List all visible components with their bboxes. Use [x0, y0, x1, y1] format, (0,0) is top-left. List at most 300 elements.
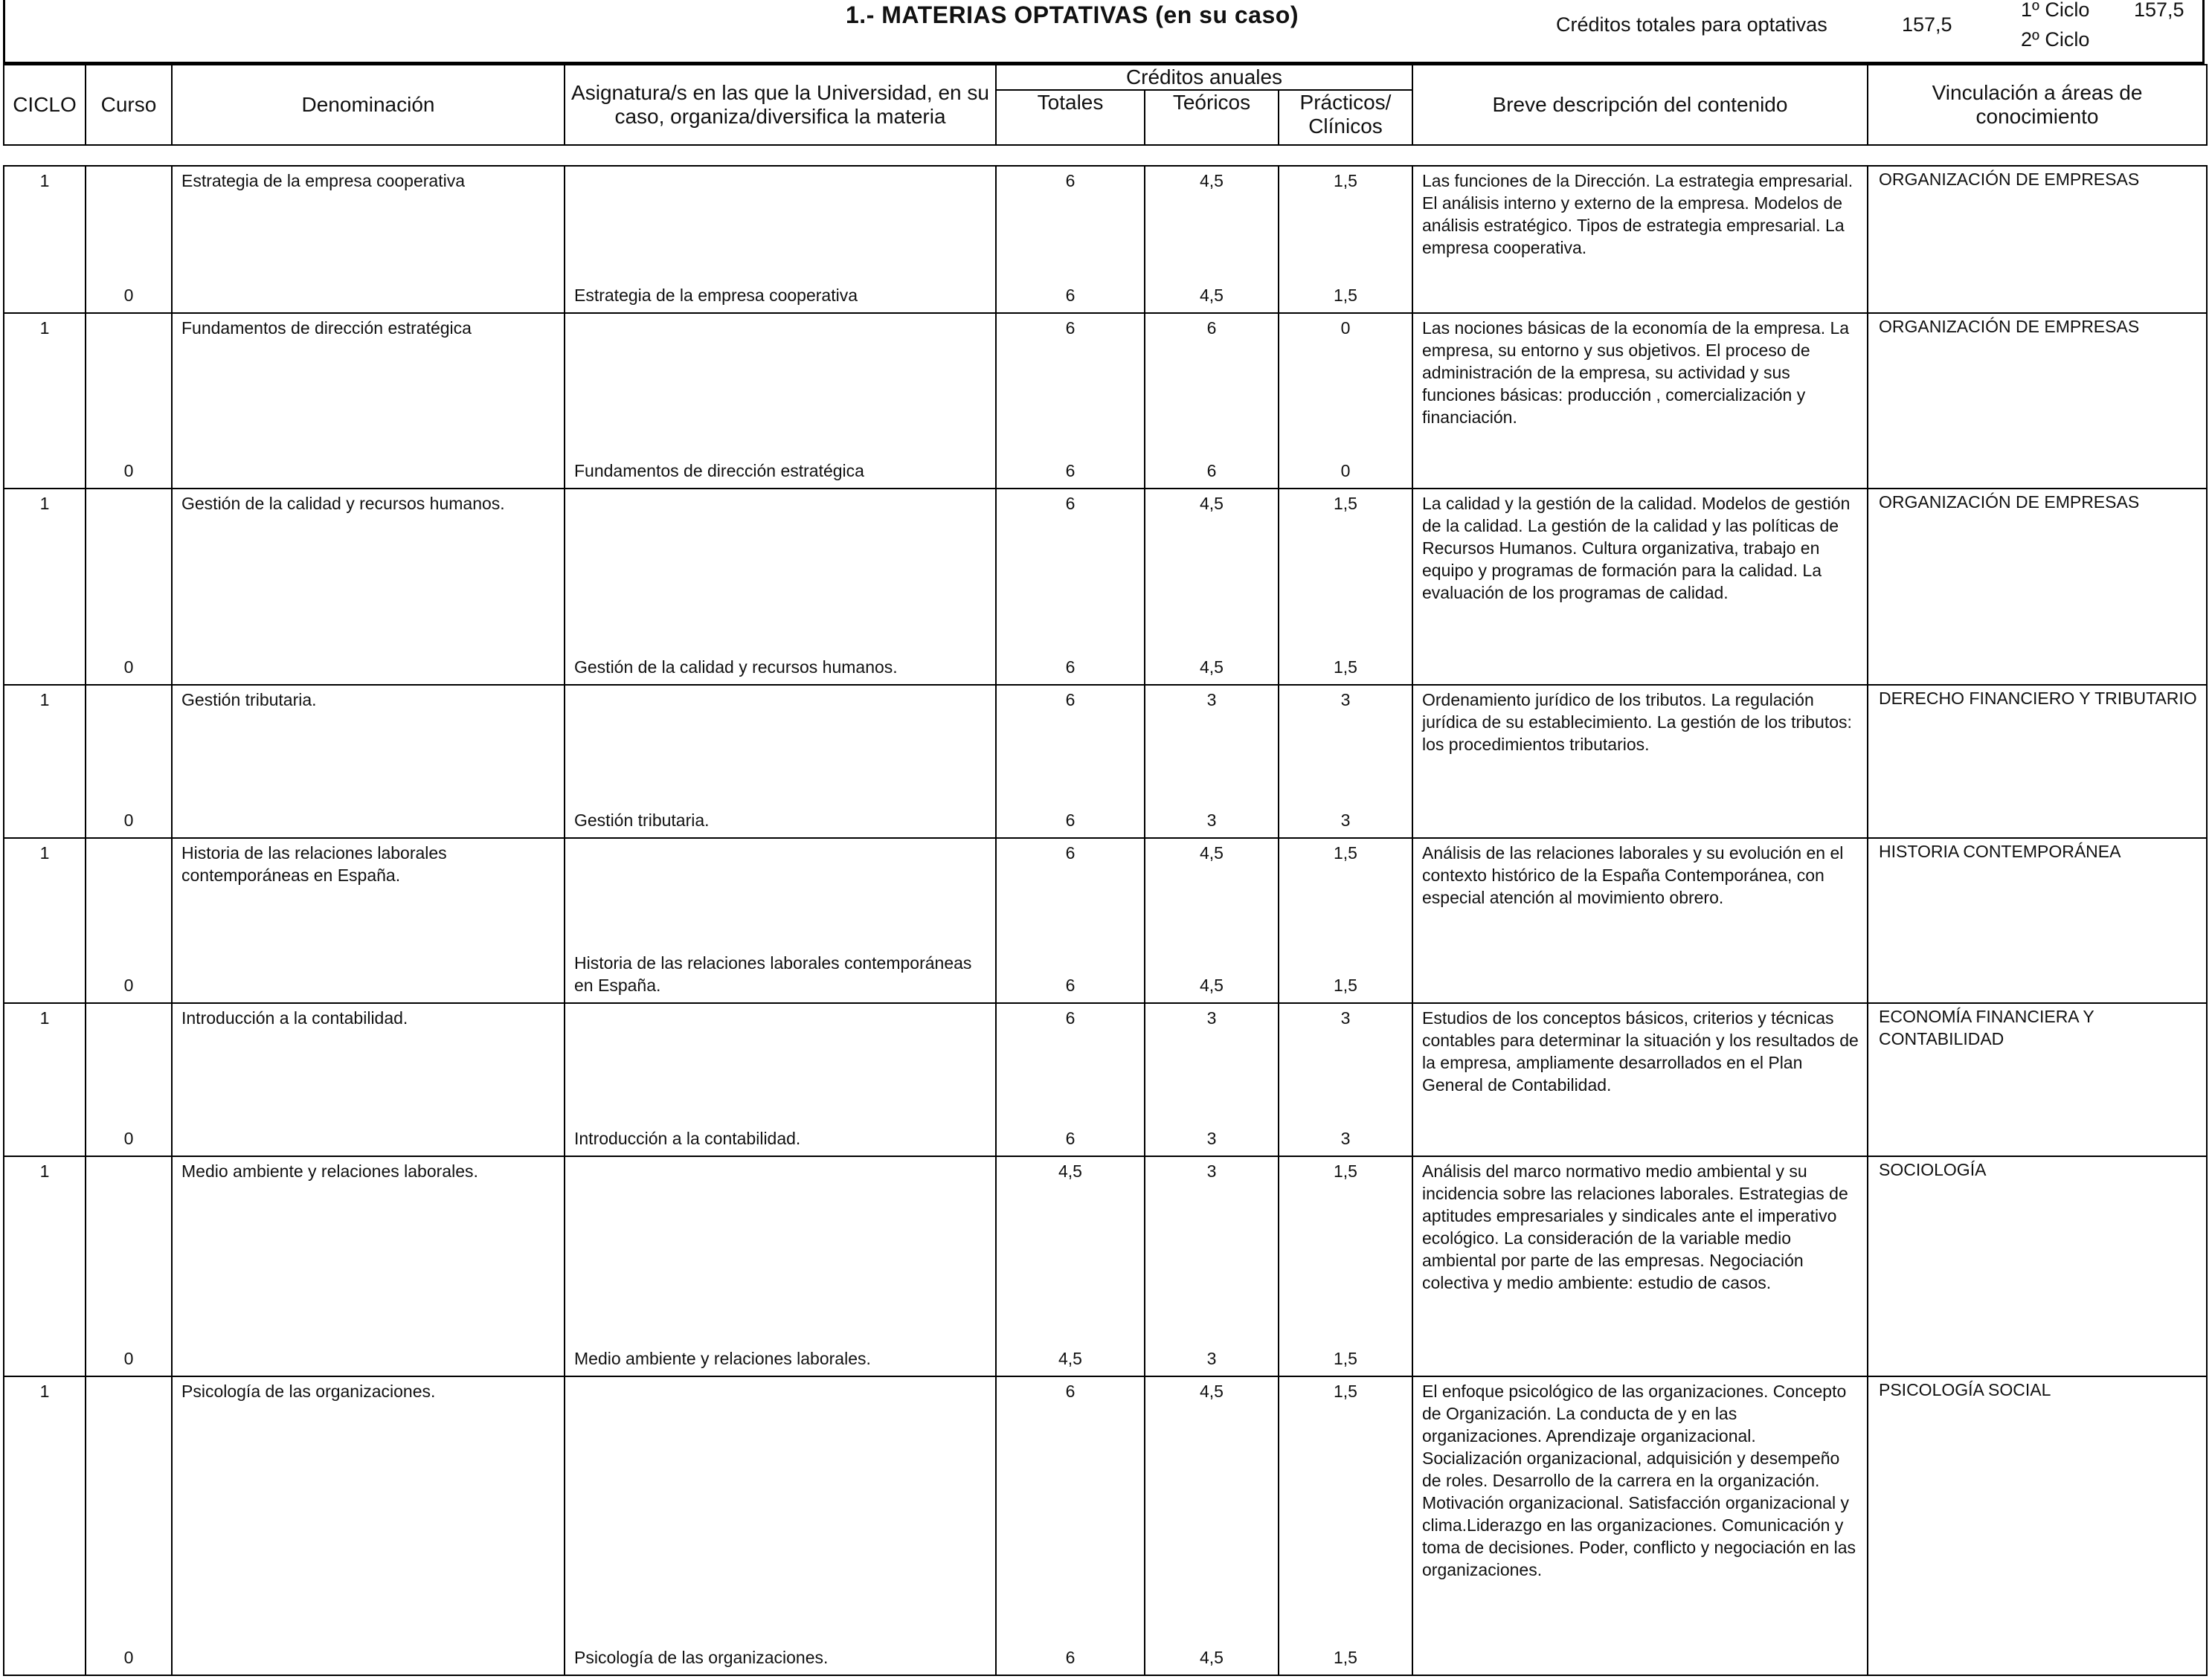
totales-cell: [996, 1156, 1145, 1376]
cell-stack: [181, 314, 556, 486]
descripcion-cell: [1412, 685, 1868, 838]
credits-total-label: Créditos totales para optativas: [1556, 13, 1827, 36]
denominacion-text: Estrategia de la empresa cooperativa: [181, 171, 465, 190]
asignatura-cell: [565, 1156, 996, 1376]
cell-stack: [86, 314, 171, 486]
cell-bottom: [1279, 656, 1412, 678]
cell-bottom: [997, 1646, 1144, 1669]
cell-stack: [181, 489, 556, 683]
cell-bottom: [1145, 1347, 1278, 1370]
cell-bottom: [86, 1646, 171, 1669]
teoricos-bottom-value: 3: [1206, 811, 1217, 830]
col-asignaturas: Asignatura/s en las que la Universidad, en su caso, organiza/diversifica la materia: [565, 65, 996, 145]
totales-bottom-value: 6: [1065, 657, 1076, 677]
cell-bottom: [1279, 284, 1412, 306]
cell-top: [1145, 317, 1278, 339]
area-cell: [1868, 489, 2207, 685]
cell-stack: [1145, 1004, 1278, 1154]
cell-stack: [997, 167, 1144, 311]
totales-cell: [996, 313, 1145, 489]
column-header-table: [3, 64, 2208, 146]
cell-top: [4, 842, 85, 864]
practicos-cell: [1279, 166, 1412, 313]
table-row: [4, 489, 2207, 685]
practicos-top-value: 0: [1340, 318, 1351, 338]
cell-top: [4, 1380, 85, 1402]
cell-stack: [181, 1377, 556, 1673]
teoricos-cell: [1145, 838, 1279, 1003]
teoricos-top-value: 3: [1206, 1008, 1217, 1028]
cell-bottom: [86, 809, 171, 831]
practicos-bottom-value: 3: [1340, 811, 1351, 830]
totales-cell: [996, 838, 1145, 1003]
descripcion-cell: [1412, 838, 1868, 1003]
cell-bottom: [574, 656, 988, 678]
curso-cell: [86, 489, 172, 685]
descripcion-text: Análisis de las relaciones laborales y su evolución en el contexto histórico de la España Contemporánea, con especial atención al movimiento obrero.: [1422, 843, 1844, 907]
asignatura-cell: [565, 1376, 996, 1675]
area-text: ORGANIZACIÓN DE EMPRESAS: [1879, 170, 2140, 189]
cell-stack: [574, 1004, 988, 1154]
totales-bottom-value: 6: [1065, 286, 1076, 305]
cell-stack: [997, 1377, 1144, 1673]
cell-stack: [1145, 167, 1278, 311]
teoricos-top-value: 3: [1206, 1161, 1217, 1181]
cell-top: [1279, 170, 1412, 192]
cell-bottom: [86, 656, 171, 678]
cell-bottom: [997, 974, 1144, 996]
curso-cell: [86, 838, 172, 1003]
totales-bottom-value: 6: [1065, 976, 1076, 995]
practicos-bottom-value: 3: [1340, 1129, 1351, 1148]
cell-bottom: [997, 1127, 1144, 1150]
area-cell: [1868, 313, 2207, 489]
col-totales: Totales: [996, 90, 1145, 145]
cell-top: [181, 1160, 556, 1182]
practicos-cell: [1279, 838, 1412, 1003]
practicos-top-value: 1,5: [1334, 494, 1357, 513]
totales-top-value: 6: [1065, 318, 1076, 338]
cell-stack: [997, 314, 1144, 486]
cell-bottom: [1279, 974, 1412, 996]
cell-stack: [181, 686, 556, 836]
cell-stack: [997, 489, 1144, 683]
cell-bottom: [574, 952, 988, 996]
cell-stack: [997, 839, 1144, 1001]
practicos-cell: [1279, 685, 1412, 838]
teoricos-top-value: 4,5: [1200, 843, 1224, 863]
area-cell: [1868, 1003, 2207, 1156]
cell-bottom: [997, 809, 1144, 831]
cell-top: [997, 689, 1144, 711]
cell-top: [1279, 317, 1412, 339]
practicos-cell: [1279, 489, 1412, 685]
cell-stack: [997, 1157, 1144, 1374]
cell-top: [1145, 170, 1278, 192]
ciclo-value: 1: [39, 318, 50, 338]
cell-stack: [86, 167, 171, 311]
cell-stack: [4, 1157, 85, 1374]
denominacion-text: Fundamentos de dirección estratégica: [181, 318, 472, 338]
cell-bottom: [997, 284, 1144, 306]
cell-top: [181, 1380, 556, 1402]
asignatura-text: Introducción a la contabilidad.: [574, 1129, 801, 1148]
asignatura-text: Gestión de la calidad y recursos humanos.: [574, 657, 898, 677]
ciclo-cell: [4, 1156, 86, 1376]
totales-top-value: 6: [1065, 171, 1076, 190]
asignatura-cell: [565, 1003, 996, 1156]
cell-top: [4, 1007, 85, 1029]
practicos-top-value: 1,5: [1334, 1382, 1357, 1401]
practicos-bottom-value: 1,5: [1334, 286, 1357, 305]
cell-top: [181, 689, 556, 711]
teoricos-cell: [1145, 685, 1279, 838]
table-row: [4, 313, 2207, 489]
practicos-top-value: 1,5: [1334, 1161, 1357, 1181]
cell-stack: [574, 489, 988, 683]
teoricos-bottom-value: 6: [1206, 461, 1217, 480]
totales-top-value: 6: [1065, 1382, 1076, 1401]
cell-stack: [181, 1157, 556, 1374]
col-vinculacion: Vinculación a áreas de conocimiento: [1868, 65, 2207, 145]
practicos-cell: [1279, 1003, 1412, 1156]
curso-value: 0: [123, 1349, 134, 1368]
cell-top: [1145, 1007, 1278, 1029]
practicos-cell: [1279, 1156, 1412, 1376]
cell-bottom: [574, 284, 988, 306]
totales-bottom-value: 4,5: [1058, 1349, 1082, 1368]
cell-stack: [1279, 167, 1412, 311]
cell-stack: [1279, 489, 1412, 683]
cell-stack: [4, 314, 85, 486]
teoricos-top-value: 4,5: [1200, 171, 1224, 190]
cell-top: [997, 1380, 1144, 1402]
cell-stack: [1279, 686, 1412, 836]
table-row: [4, 838, 2207, 1003]
ciclo-value: 1: [39, 1008, 50, 1028]
denominacion-cell: [172, 1376, 565, 1675]
cell-bottom: [1279, 1646, 1412, 1669]
area-text: DERECHO FINANCIERO Y TRIBUTARIO: [1879, 689, 2197, 708]
cell-stack: [574, 1157, 988, 1374]
descripcion-cell: [1412, 166, 1868, 313]
cell-stack: [997, 686, 1144, 836]
cell-stack: [86, 839, 171, 1001]
cell-top: [4, 1160, 85, 1182]
asignatura-cell: [565, 685, 996, 838]
cell-stack: [1145, 489, 1278, 683]
practicos-bottom-value: 0: [1340, 461, 1351, 480]
cell-top: [1145, 1380, 1278, 1402]
teoricos-top-value: 6: [1206, 318, 1217, 338]
ciclo-value: 1: [39, 1161, 50, 1181]
teoricos-cell: [1145, 166, 1279, 313]
cell-bottom: [86, 284, 171, 306]
teoricos-bottom-value: 3: [1206, 1129, 1217, 1148]
curso-value: 0: [123, 461, 134, 480]
ciclo-cell: [4, 1003, 86, 1156]
descripcion-text: Análisis del marco normativo medio ambiental y su incidencia sobre las relaciones laborales. Estrategias de aptitudes empresariales y sindicales ante el imperativo ecológico. La consideración de la variable medio ambiental por parte de las empresas. Negociación colectiva y medio ambiente: estudio de casos.: [1422, 1161, 1848, 1292]
totales-bottom-value: 6: [1065, 811, 1076, 830]
curso-value: 0: [123, 657, 134, 677]
totales-top-value: 4,5: [1058, 1161, 1082, 1181]
denominacion-cell: [172, 166, 565, 313]
descripcion-cell: [1412, 489, 1868, 685]
credits-total-value: 157,5: [1902, 13, 1952, 36]
totales-bottom-value: 6: [1065, 1129, 1076, 1148]
ciclo-cell: [4, 166, 86, 313]
cell-stack: [574, 167, 988, 311]
table-row: [4, 1156, 2207, 1376]
asignatura-text: Fundamentos de dirección estratégica: [574, 461, 864, 480]
denominacion-cell: [172, 838, 565, 1003]
cell-top: [181, 317, 556, 339]
practicos-top-value: 1,5: [1334, 843, 1357, 863]
denominacion-cell: [172, 313, 565, 489]
denominacion-text: Historia de las relaciones laborales contemporáneas en España.: [181, 843, 447, 885]
cell-top: [1145, 1160, 1278, 1182]
practicos-top-value: 3: [1340, 1008, 1351, 1028]
cell-stack: [4, 686, 85, 836]
cell-stack: [1145, 1157, 1278, 1374]
title-bar: [3, 0, 2205, 64]
cell-stack: [1145, 686, 1278, 836]
denominacion-text: Introducción a la contabilidad.: [181, 1008, 408, 1028]
cell-top: [1279, 1007, 1412, 1029]
practicos-bottom-value: 1,5: [1334, 1349, 1357, 1368]
teoricos-bottom-value: 4,5: [1200, 657, 1224, 677]
denominacion-text: Gestión de la calidad y recursos humanos.: [181, 494, 505, 513]
cell-top: [1279, 842, 1412, 864]
teoricos-bottom-value: 4,5: [1200, 286, 1224, 305]
col-teoricos: Teóricos: [1145, 90, 1279, 145]
cell-bottom: [1279, 1127, 1412, 1150]
cell-top: [997, 842, 1144, 864]
cell-stack: [1279, 314, 1412, 486]
cell-stack: [4, 1004, 85, 1154]
cell-bottom: [86, 460, 171, 482]
teoricos-top-value: 3: [1206, 690, 1217, 709]
cell-top: [1145, 492, 1278, 515]
cell-bottom: [86, 1347, 171, 1370]
cell-bottom: [574, 1127, 988, 1150]
ciclo-cell: [4, 838, 86, 1003]
cell-top: [1279, 492, 1412, 515]
cell-top: [1279, 689, 1412, 711]
asignatura-cell: [565, 838, 996, 1003]
cell-top: [4, 492, 85, 515]
col-curso: Curso: [86, 65, 172, 145]
descripcion-text: La calidad y la gestión de la calidad. Modelos de gestión de la calidad. La gestión de la calidad y las políticas de Recursos Humanos. Cultura organizativa, trabajo en equipo y programas de formación para la calidad. La evaluación de los programas de calidad.: [1422, 494, 1851, 602]
teoricos-cell: [1145, 1156, 1279, 1376]
curso-value: 0: [123, 1648, 134, 1667]
cell-bottom: [1145, 974, 1278, 996]
ciclo-cell: [4, 685, 86, 838]
cell-stack: [997, 1004, 1144, 1154]
ciclo-value: 1: [39, 494, 50, 513]
teoricos-cell: [1145, 489, 1279, 685]
teoricos-top-value: 4,5: [1200, 1382, 1224, 1401]
ciclo-value: 1: [39, 690, 50, 709]
cell-top: [1145, 842, 1278, 864]
curso-cell: [86, 313, 172, 489]
curso-value: 0: [123, 286, 134, 305]
cell-bottom: [86, 1127, 171, 1150]
ciclo1-value: 157,5: [2134, 0, 2184, 21]
cell-bottom: [1279, 1347, 1412, 1370]
cell-top: [181, 1007, 556, 1029]
descripcion-text: El enfoque psicológico de las organizaciones. Concepto de Organización. La conducta de y en las organizaciones. Aprendizaje organizacional. Socialización organizacional, adquisición y desempeño de roles. Desarrollo de la carrera en la organización. Motivación organizacional. Satisfacción organizacional y clima.Liderazgo en las organizaciones. Comunicación y toma de decisiones. Poder, conflicto y negociación en las organizaciones.: [1422, 1382, 1856, 1579]
cell-stack: [1145, 839, 1278, 1001]
asignatura-text: Gestión tributaria.: [574, 811, 710, 830]
cell-stack: [1279, 1157, 1412, 1374]
cell-top: [4, 170, 85, 192]
curso-cell: [86, 1376, 172, 1675]
descripcion-text: Estudios de los conceptos básicos, criterios y técnicas contables para determinar la situación y los resultados de la empresa, ampliamente desarrollados en el Plan General de Contabilidad.: [1422, 1008, 1859, 1095]
descripcion-cell: [1412, 1003, 1868, 1156]
cell-stack: [181, 167, 556, 311]
cell-stack: [86, 1377, 171, 1673]
table-row: [4, 166, 2207, 313]
cell-stack: [1279, 839, 1412, 1001]
teoricos-cell: [1145, 1376, 1279, 1675]
cell-stack: [574, 1377, 988, 1673]
curso-value: 0: [123, 811, 134, 830]
cell-stack: [574, 839, 988, 1001]
curso-cell: [86, 685, 172, 838]
cell-stack: [86, 1004, 171, 1154]
descripcion-text: Las nociones básicas de la economía de la empresa. La empresa, su entorno y sus objetivos. El proceso de administración de la empresa, su actividad y sus funciones básicas: producción , comercialización y financiación.: [1422, 318, 1850, 427]
area-text: HISTORIA CONTEMPORÁNEA: [1879, 842, 2121, 861]
denominacion-text: Psicología de las organizaciones.: [181, 1382, 436, 1401]
totales-top-value: 6: [1065, 843, 1076, 863]
cell-top: [181, 842, 556, 886]
col-ciclo: CICLO: [4, 65, 86, 145]
ciclo2-label: 2º Ciclo: [2021, 28, 2090, 51]
cell-stack: [1145, 314, 1278, 486]
descripcion-text: Ordenamiento jurídico de los tributos. La regulación jurídica de su establecimiento. La gestión de los tributos: los procedimientos tributarios.: [1422, 690, 1852, 754]
area-cell: [1868, 685, 2207, 838]
curso-cell: [86, 1156, 172, 1376]
totales-top-value: 6: [1065, 494, 1076, 513]
cell-bottom: [997, 1347, 1144, 1370]
asignatura-text: Psicología de las organizaciones.: [574, 1648, 829, 1667]
teoricos-bottom-value: 3: [1206, 1349, 1217, 1368]
cell-bottom: [1145, 460, 1278, 482]
asignatura-cell: [565, 313, 996, 489]
area-cell: [1868, 838, 2207, 1003]
cell-bottom: [997, 656, 1144, 678]
cell-top: [997, 317, 1144, 339]
area-cell: [1868, 1156, 2207, 1376]
asignatura-text: Historia de las relaciones laborales contemporáneas en España.: [574, 953, 972, 995]
table-row: [4, 1376, 2207, 1675]
area-text: ORGANIZACIÓN DE EMPRESAS: [1879, 317, 2140, 336]
curso-cell: [86, 1003, 172, 1156]
col-denominacion: Denominación: [172, 65, 565, 145]
cell-stack: [86, 1157, 171, 1374]
descripcion-cell: [1412, 1156, 1868, 1376]
cell-bottom: [1145, 656, 1278, 678]
teoricos-cell: [1145, 1003, 1279, 1156]
cell-stack: [1145, 1377, 1278, 1673]
cell-bottom: [1145, 284, 1278, 306]
teoricos-bottom-value: 4,5: [1200, 976, 1224, 995]
teoricos-bottom-value: 4,5: [1200, 1648, 1224, 1667]
ciclo-cell: [4, 489, 86, 685]
cell-stack: [574, 686, 988, 836]
practicos-cell: [1279, 1376, 1412, 1675]
cell-bottom: [574, 1646, 988, 1669]
totales-bottom-value: 6: [1065, 461, 1076, 480]
cell-top: [1145, 689, 1278, 711]
ciclo-value: 1: [39, 1382, 50, 1401]
cell-stack: [4, 167, 85, 311]
cell-stack: [4, 489, 85, 683]
cell-stack: [4, 1377, 85, 1673]
curso-value: 0: [123, 1129, 134, 1148]
area-text: ORGANIZACIÓN DE EMPRESAS: [1879, 492, 2140, 512]
descripcion-cell: [1412, 1376, 1868, 1675]
cell-top: [181, 170, 556, 192]
cell-top: [997, 1007, 1144, 1029]
cell-top: [181, 492, 556, 515]
ciclo-value: 1: [39, 171, 50, 190]
cell-top: [997, 170, 1144, 192]
descripcion-cell: [1412, 313, 1868, 489]
cell-stack: [4, 839, 85, 1001]
col-practicos: Prácticos/ Clínicos: [1279, 90, 1412, 145]
col-creditos-anuales: Créditos anuales: [996, 65, 1412, 90]
cell-stack: [1279, 1004, 1412, 1154]
col-descripcion: Breve descripción del contenido: [1412, 65, 1868, 145]
teoricos-cell: [1145, 313, 1279, 489]
cell-top: [997, 1160, 1144, 1182]
descripcion-text: Las funciones de la Dirección. La estrategia empresarial. El análisis interno y externo de la empresa. Modelos de análisis estratégico. Tipos de estrategia empresarial. La empresa cooperativa.: [1422, 171, 1853, 257]
practicos-bottom-value: 1,5: [1334, 976, 1357, 995]
denominacion-text: Medio ambiente y relaciones laborales.: [181, 1161, 478, 1181]
cell-bottom: [1145, 1127, 1278, 1150]
practicos-top-value: 3: [1340, 690, 1351, 709]
ciclo1-label: 1º Ciclo: [2021, 0, 2090, 21]
practicos-cell: [1279, 313, 1412, 489]
ciclo-value: 1: [39, 843, 50, 863]
curso-value: 0: [123, 976, 134, 995]
cell-stack: [574, 314, 988, 486]
cell-top: [997, 492, 1144, 515]
cell-stack: [86, 489, 171, 683]
denominacion-cell: [172, 685, 565, 838]
denominacion-cell: [172, 1003, 565, 1156]
cell-bottom: [997, 460, 1144, 482]
ciclo-cell: [4, 313, 86, 489]
totales-cell: [996, 685, 1145, 838]
cell-bottom: [574, 1347, 988, 1370]
asignatura-text: Estrategia de la empresa cooperativa: [574, 286, 858, 305]
cell-stack: [181, 1004, 556, 1154]
totales-top-value: 6: [1065, 690, 1076, 709]
asignatura-text: Medio ambiente y relaciones laborales.: [574, 1349, 871, 1368]
totales-top-value: 6: [1065, 1008, 1076, 1028]
page-title: 1.- MATERIAS OPTATIVAS (en su caso): [846, 1, 1299, 28]
totales-bottom-value: 6: [1065, 1648, 1076, 1667]
practicos-top-value: 1,5: [1334, 171, 1357, 190]
table-row: [4, 1003, 2207, 1156]
teoricos-top-value: 4,5: [1200, 494, 1224, 513]
denominacion-cell: [172, 1156, 565, 1376]
area-text: SOCIOLOGÍA: [1879, 1160, 1987, 1179]
cell-top: [4, 689, 85, 711]
